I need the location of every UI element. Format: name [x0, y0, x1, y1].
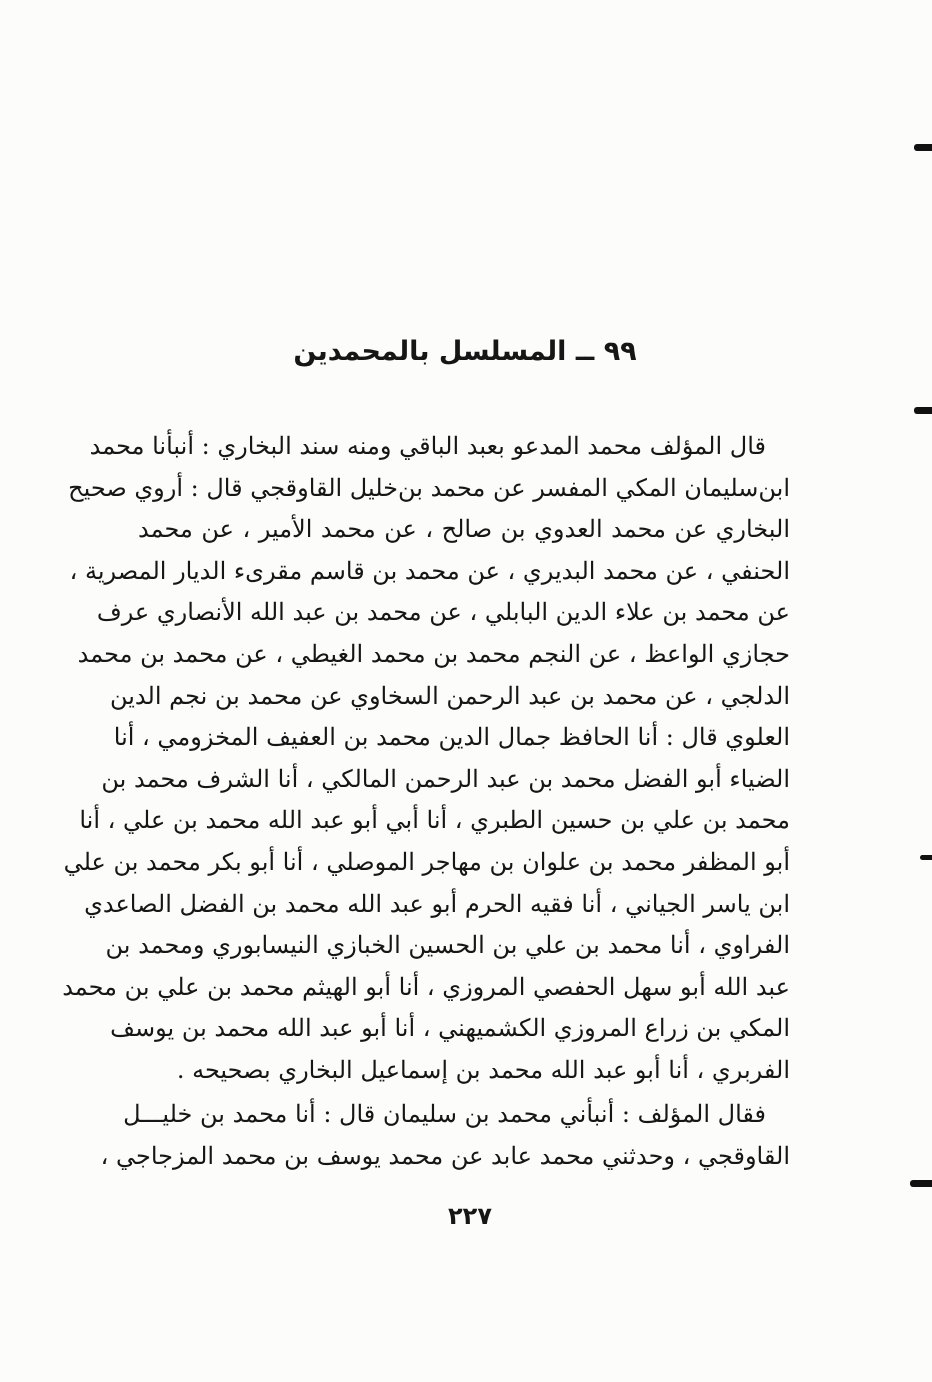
- page-number: ٢٢٧: [448, 1202, 492, 1230]
- text-line: ابن‌سليمان المكي المفسر عن محمد بن‌خليل القاوقجي قال : أروي صحيح: [68, 473, 790, 502]
- text-line: البخاري عن محمد العدوي بن صالح ، عن محمد الأمير ، عن محمد: [138, 515, 790, 544]
- text-line: حجازي الواعظ ، عن النجم محمد بن محمد الغيطي ، عن محمد بن محمد: [77, 639, 790, 668]
- text-line: الضياء أبو الفضل محمد بن عبد الرحمن المالكي ، أنا الشرف محمد بن: [101, 764, 790, 793]
- thumb-index-mark: [910, 1180, 932, 1187]
- text-line: الحنفي ، عن محمد البديري ، عن محمد بن قاسم مقرىء الديار المصرية ،: [69, 556, 790, 585]
- thumb-index-mark: [914, 407, 932, 414]
- paragraph-main: [62, 426, 790, 1092]
- text-line: عن محمد بن علاء الدين البابلي ، عن محمد بن عبد الله الأنصاري عرف: [96, 598, 790, 627]
- paragraph-continuation: [100, 1094, 790, 1177]
- text-line: العلوي قال : أنا الحافظ جمال الدين محمد بن العفيف المخزومي ، أنا: [113, 723, 790, 752]
- text-line: قال المؤلف محمد المدعو بعبد الباقي ومنه سند البخاري : أنبأنا محمد: [89, 432, 766, 460]
- text-line: الدلجي ، عن محمد بن عبد الرحمن السخاوي عن محمد بن نجم الدين: [109, 681, 790, 710]
- text-line: الفراوي ، أنا محمد بن علي بن الحسين الخبازي النيسابوري ومحمد بن: [105, 931, 790, 960]
- thumb-index-mark: [914, 144, 932, 151]
- text-line: القاوقجي ، وحدثني محمد عابد عن محمد يوسف بن محمد المزجاجي ،: [100, 1141, 790, 1170]
- text-line: فقال المؤلف : أنبأني محمد بن سليمان قال : أنا محمد بن خليـــل: [123, 1100, 766, 1128]
- thumb-index-mark: [920, 855, 932, 860]
- text-line: أبو المظفر محمد بن علوان بن مهاجر الموصلي ، أنا أبو بكر محمد بن علي: [63, 847, 790, 876]
- section-heading: ٩٩ ــ المسلسل بالمحمدين: [293, 336, 637, 367]
- text-line: الفربري ، أنا أبو عبد الله محمد بن إسماعيل البخاري بصحيحه .: [176, 1055, 790, 1084]
- text-line: عبد الله أبو سهل الحفصي المروزي ، أنا أبو الهيثم محمد بن علي بن محمد: [62, 972, 790, 1001]
- text-line: محمد بن علي بن حسين الطبري ، أنا أبي أبو عبد الله محمد بن علي ، أنا: [79, 806, 790, 835]
- text-line: ابن ياسر الجياني ، أنا فقيه الحرم أبو عبد الله محمد بن الفضل الصاعدي: [84, 889, 790, 918]
- text-line: المكي بن زراع المروزي الكشميهني ، أنا أبو عبد الله محمد بن يوسف: [110, 1014, 790, 1043]
